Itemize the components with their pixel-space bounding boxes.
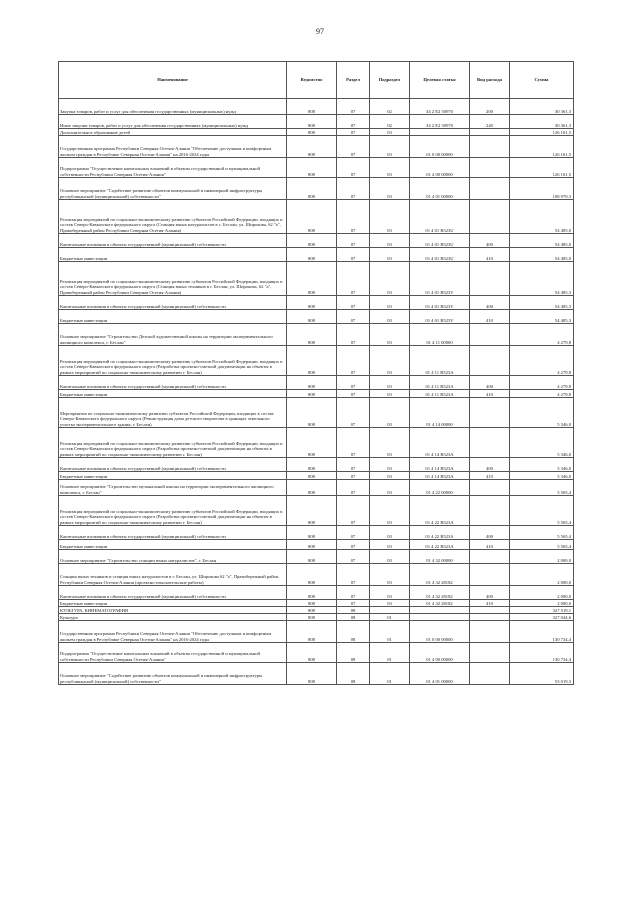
row-name: Бюджетные инвестиции [59, 390, 287, 398]
row-subsection: 02 [370, 115, 410, 129]
row-amount: 54 485,3 [510, 310, 574, 324]
table-row [59, 178, 574, 200]
table-row [59, 310, 574, 324]
table-row [59, 390, 574, 398]
table-row [59, 550, 574, 564]
row-section: 07 [337, 324, 370, 346]
row-name: Основное мероприятие "Строительство Детской художественной школы на территории экспериментального жилищного комплекса, г. Беслан" [59, 324, 287, 346]
row-name: Основное мероприятие "Строительство музыкальной школы на территории экспериментального жилищного комплекса, г. Беслан" [59, 480, 287, 496]
row-target-item: 01 4 11 R523A [410, 390, 470, 398]
table-row [59, 614, 574, 621]
row-section: 08 [337, 614, 370, 621]
table-row [59, 262, 574, 296]
table-row [59, 663, 574, 685]
row-target-item [410, 607, 470, 614]
row-section: 07 [337, 390, 370, 398]
row-section: 08 [337, 607, 370, 614]
table-row [59, 158, 574, 178]
row-department: 808 [287, 129, 337, 136]
row-subsection: 03 [370, 158, 410, 178]
row-name: Закупка товаров, работ и услуг для обеспечения государственных (муниципальных) нужд [59, 99, 287, 115]
row-department: 808 [287, 480, 337, 496]
row-department: 808 [287, 540, 337, 550]
row-section: 07 [337, 586, 370, 600]
row-target-item: 01 4 11 R523A [410, 376, 470, 390]
row-amount: 4 279,8 [510, 376, 574, 390]
row-department: 808 [287, 564, 337, 586]
row-department: 808 [287, 663, 337, 685]
row-amount: 2 000,0 [510, 550, 574, 564]
row-subsection: 03 [370, 390, 410, 398]
row-expense-type: 410 [470, 472, 510, 480]
row-name: Дополнительное образование детей [59, 129, 287, 136]
row-section: 07 [337, 248, 370, 262]
row-department: 808 [287, 472, 337, 480]
row-target-item [410, 129, 470, 136]
row-subsection: 01 [370, 643, 410, 663]
row-name: Основное мероприятие "Содействие развитию объектов коммунальной и инженерной инфраструктуры республиканской (муниципальной) собственности" [59, 178, 287, 200]
row-amount: 126 161,5 [510, 136, 574, 158]
table-row [59, 540, 574, 550]
col-expense-type-header: Вид расхода [470, 62, 510, 99]
row-section: 07 [337, 158, 370, 178]
row-target-item: 01 4 14 R523A [410, 458, 470, 472]
row-amount: 54 485,3 [510, 296, 574, 310]
row-target-item: 34 2 Е2 50970 [410, 99, 470, 115]
table-row [59, 234, 574, 248]
row-department: 808 [287, 428, 337, 458]
row-expense-type [470, 428, 510, 458]
row-subsection: 03 [370, 296, 410, 310]
row-amount: 4 279,8 [510, 390, 574, 398]
col-subsection-header: Подраздел [370, 62, 410, 99]
row-subsection: 03 [370, 428, 410, 458]
row-department: 808 [287, 262, 337, 296]
row-amount: 4 279,8 [510, 324, 574, 346]
row-target-item: 01 4 32 28182 [410, 564, 470, 586]
row-expense-type: 400 [470, 458, 510, 472]
row-expense-type: 400 [470, 586, 510, 600]
table-row [59, 99, 574, 115]
row-expense-type: 400 [470, 526, 510, 540]
row-target-item: 01 4 14 R523A [410, 428, 470, 458]
row-expense-type: 400 [470, 296, 510, 310]
col-target-item-header: Целевая статья [410, 62, 470, 99]
row-subsection: 01 [370, 663, 410, 685]
row-name: КУЛЬТУРА, КИНЕМАТОГРАФИЯ [59, 607, 287, 614]
row-expense-type [470, 262, 510, 296]
row-section: 07 [337, 99, 370, 115]
row-department: 808 [287, 376, 337, 390]
row-section: 08 [337, 621, 370, 643]
row-department: 808 [287, 200, 337, 234]
row-target-item: 01 4 14 R523A [410, 472, 470, 480]
row-section: 07 [337, 346, 370, 376]
row-section: 07 [337, 458, 370, 472]
row-subsection [370, 607, 410, 614]
row-subsection: 03 [370, 200, 410, 234]
row-amount: 54 485,0 [510, 200, 574, 234]
row-amount: 5 565,4 [510, 496, 574, 526]
table-row [59, 472, 574, 480]
row-target-item: 01 4 01 R523V [410, 296, 470, 310]
row-subsection: 03 [370, 496, 410, 526]
row-name: Капитальные вложения в объекты государственной (муниципальной) собственности [59, 526, 287, 540]
row-amount: 54 485,3 [510, 262, 574, 296]
table-row [59, 428, 574, 458]
row-name: Подпрограмма "Осуществление капитальных вложений в объекты государственной и муниципальной собственности Республики Северная Осетия-Алания" [59, 643, 287, 663]
table-row [59, 296, 574, 310]
row-subsection: 03 [370, 346, 410, 376]
row-subsection: 01 [370, 614, 410, 621]
row-amount: 108 970,3 [510, 178, 574, 200]
row-section: 07 [337, 472, 370, 480]
row-expense-type: 400 [470, 234, 510, 248]
row-subsection: 03 [370, 398, 410, 428]
row-target-item: 01 4 00 00000 [410, 643, 470, 663]
row-target-item: 01 4 00 00000 [410, 158, 470, 178]
row-expense-type [470, 136, 510, 158]
row-name: Реализация мероприятий по социально-экономическому развитию субъектов Российской Федерации, входящих в состав Северо-Кавказского федерального округа (Разработка проектно-сметной документации на объекты в рамках мероприятий по социально-экономическому развитию г. Беслан) [59, 496, 287, 526]
row-subsection: 03 [370, 310, 410, 324]
row-name: Реализация мероприятий по социально-экономическому развитию субъектов Российской Федерации, входящих в состав Северо-Кавказского федерального округа (Станция юных натуралистов в с. Беслан, ул. Широкова, 62 "а", Правобережный район Республики Северная Осетия-Алания) [59, 200, 287, 234]
row-subsection: 03 [370, 129, 410, 136]
row-expense-type [470, 550, 510, 564]
row-amount: 5 565,4 [510, 540, 574, 550]
row-target-item: 01 4 11 R523A [410, 346, 470, 376]
row-expense-type [470, 663, 510, 685]
row-amount: 130 734,4 [510, 621, 574, 643]
row-amount: 5 346,0 [510, 458, 574, 472]
row-target-item: 01 4 22 R523A [410, 496, 470, 526]
row-department: 808 [287, 607, 337, 614]
row-section: 07 [337, 540, 370, 550]
row-expense-type [470, 607, 510, 614]
row-expense-type: 410 [470, 248, 510, 262]
row-department: 808 [287, 115, 337, 129]
row-amount: 2 000,0 [510, 564, 574, 586]
table-row [59, 129, 574, 136]
row-target-item: 01 4 32 28182 [410, 600, 470, 607]
row-subsection: 03 [370, 376, 410, 390]
row-name: Бюджетные инвестиции [59, 310, 287, 324]
row-expense-type: 200 [470, 99, 510, 115]
row-amount: 2 000,0 [510, 586, 574, 600]
row-name: Государственная программа Республики Северная Осетия-Алания "Обеспечение доступным и комфортным жильем граждан в Республике Северная Осетия-Алания" на 2016-2024 годы [59, 136, 287, 158]
row-amount: 5 346,0 [510, 428, 574, 458]
row-section: 07 [337, 296, 370, 310]
row-section: 07 [337, 526, 370, 540]
col-amount-header: Сумма [510, 62, 574, 99]
row-expense-type [470, 643, 510, 663]
row-amount: 5 346,0 [510, 472, 574, 480]
row-amount: 53 019,3 [510, 663, 574, 685]
row-target-item: 34 2 Е2 50970 [410, 115, 470, 129]
row-department: 808 [287, 600, 337, 607]
table-row [59, 458, 574, 472]
row-expense-type [470, 178, 510, 200]
row-department: 808 [287, 550, 337, 564]
row-name: Основное мероприятие "Содействие развитию объектов коммунальной и инженерной инфраструктуры республиканской (муниципальной) собственности" [59, 663, 287, 685]
table-row [59, 248, 574, 262]
budget-table [58, 61, 574, 685]
row-section: 08 [337, 663, 370, 685]
row-name: Бюджетные инвестиции [59, 248, 287, 262]
row-section: 07 [337, 310, 370, 324]
row-department: 808 [287, 324, 337, 346]
row-subsection: 03 [370, 234, 410, 248]
col-department-header: Ведомство [287, 62, 337, 99]
row-target-item: 01 4 32 00000 [410, 550, 470, 564]
row-subsection: 03 [370, 526, 410, 540]
row-department: 808 [287, 643, 337, 663]
row-expense-type [470, 129, 510, 136]
table-row [59, 200, 574, 234]
row-name: Бюджетные инвестиции [59, 540, 287, 550]
row-amount: 130 734,4 [510, 643, 574, 663]
row-department: 808 [287, 621, 337, 643]
row-section: 07 [337, 129, 370, 136]
row-target-item: 01 4 01 R523V [410, 262, 470, 296]
row-expense-type [470, 621, 510, 643]
row-section: 07 [337, 178, 370, 200]
row-target-item: 01 4 22 R523A [410, 540, 470, 550]
row-amount: 4 279,8 [510, 346, 574, 376]
row-expense-type: 400 [470, 376, 510, 390]
row-name: Бюджетные инвестиции [59, 472, 287, 480]
table-row [59, 600, 574, 607]
row-amount: 327 519,1 [510, 607, 574, 614]
row-section: 07 [337, 200, 370, 234]
row-amount: 30 361,3 [510, 99, 574, 115]
row-amount: 126 161,5 [510, 129, 574, 136]
row-amount: 5 565,4 [510, 480, 574, 496]
row-target-item: 01 4 11 00000 [410, 324, 470, 346]
row-target-item [410, 614, 470, 621]
row-department: 808 [287, 614, 337, 621]
row-target-item: 01 4 01 R523U [410, 234, 470, 248]
row-department: 808 [287, 586, 337, 600]
table-row [59, 398, 574, 428]
row-section: 07 [337, 398, 370, 428]
row-name: Мероприятия по социально-экономическому развитию субъектов Российской Федерации, входящих в состав Северо-Кавказского федерального округа (Реконструкция дома детского творчества в границах земельного участка экспериментального здания, г. Беслан) [59, 398, 287, 428]
row-department: 808 [287, 136, 337, 158]
table-row [59, 480, 574, 496]
row-amount: 30 361,3 [510, 115, 574, 129]
row-expense-type [470, 346, 510, 376]
row-target-item: 01 4 01 R523V [410, 310, 470, 324]
row-expense-type [470, 480, 510, 496]
table-row [59, 376, 574, 390]
table-row [59, 621, 574, 643]
table-row [59, 346, 574, 376]
row-expense-type [470, 200, 510, 234]
row-section: 07 [337, 262, 370, 296]
row-subsection: 03 [370, 600, 410, 607]
row-name: Капитальные вложения в объекты государственной (муниципальной) собственности [59, 376, 287, 390]
table-row [59, 607, 574, 614]
row-name: Реализация мероприятий по социально-экономическому развитию субъектов Российской Федерации, входящих в состав Северо-Кавказского федерального округа (Разработка проектно-сметной документации на объекты в рамках мероприятий по социально-экономическому развитию г. Беслан) [59, 428, 287, 458]
table-header [59, 62, 574, 99]
row-department: 808 [287, 310, 337, 324]
table-row [59, 643, 574, 663]
row-name: Подпрограмма "Осуществление капитальных вложений в объекты государственной и муниципальной собственности Республики Северная Осетия-Алания" [59, 158, 287, 178]
page-number: 97 [316, 27, 324, 36]
row-amount: 2 000,0 [510, 600, 574, 607]
row-subsection: 03 [370, 248, 410, 262]
table-row [59, 586, 574, 600]
row-department: 808 [287, 496, 337, 526]
row-name: Иные закупки товаров, работ и услуг для обеспечения государственных (муниципальных) нужд [59, 115, 287, 129]
row-section: 08 [337, 643, 370, 663]
table-row [59, 526, 574, 540]
row-section: 07 [337, 115, 370, 129]
table-row [59, 136, 574, 158]
row-department: 808 [287, 398, 337, 428]
row-expense-type [470, 158, 510, 178]
row-section: 07 [337, 136, 370, 158]
row-target-item: 01 4 01 00000 [410, 663, 470, 685]
row-subsection: 03 [370, 480, 410, 496]
row-name: Культура [59, 614, 287, 621]
row-section: 07 [337, 376, 370, 390]
row-target-item: 01 4 01 R523U [410, 248, 470, 262]
row-subsection: 03 [370, 178, 410, 200]
row-expense-type: 410 [470, 540, 510, 550]
row-section: 07 [337, 480, 370, 496]
row-department: 808 [287, 248, 337, 262]
row-department: 808 [287, 158, 337, 178]
row-expense-type [470, 324, 510, 346]
row-department: 808 [287, 390, 337, 398]
row-name: Бюджетные инвестиции [59, 600, 287, 607]
row-section: 07 [337, 496, 370, 526]
row-expense-type [470, 398, 510, 428]
row-name: Реализация мероприятий по социально-экономическому развитию субъектов Российской Федерации, входящих в состав Северо-Кавказского федерального округа (Разработка проектно-сметной документации на объекты в рамках мероприятий по социально-экономическому развитию г. Беслан) [59, 346, 287, 376]
row-section: 07 [337, 550, 370, 564]
row-department: 808 [287, 526, 337, 540]
row-department: 808 [287, 296, 337, 310]
row-subsection: 03 [370, 472, 410, 480]
row-department: 808 [287, 99, 337, 115]
row-target-item: 01 0 00 00000 [410, 621, 470, 643]
row-amount: 54 485,0 [510, 234, 574, 248]
table-row [59, 496, 574, 526]
row-section: 07 [337, 600, 370, 607]
row-subsection: 03 [370, 136, 410, 158]
row-target-item: 01 4 14 00000 [410, 398, 470, 428]
row-expense-type [470, 564, 510, 586]
row-subsection: 03 [370, 458, 410, 472]
row-name: Капитальные вложения в объекты государственной (муниципальной) собственности [59, 586, 287, 600]
row-target-item: 01 0 00 00000 [410, 136, 470, 158]
row-subsection: 03 [370, 540, 410, 550]
table-row [59, 564, 574, 586]
row-amount: 5 346,0 [510, 398, 574, 428]
row-section: 07 [337, 234, 370, 248]
row-section: 07 [337, 428, 370, 458]
row-subsection: 02 [370, 99, 410, 115]
row-name: Капитальные вложения в объекты государственной (муниципальной) собственности [59, 458, 287, 472]
row-department: 808 [287, 234, 337, 248]
row-section: 07 [337, 564, 370, 586]
row-name: Основное мероприятие "Строительство станции юных натуралистов", г. Беслан [59, 550, 287, 564]
row-department: 808 [287, 458, 337, 472]
row-expense-type: 410 [470, 310, 510, 324]
row-subsection: 03 [370, 324, 410, 346]
row-target-item: 01 4 01 00000 [410, 178, 470, 200]
row-department: 808 [287, 346, 337, 376]
row-expense-type: 410 [470, 600, 510, 607]
row-target-item: 01 4 01 R523U [410, 200, 470, 234]
row-amount: 327 044,6 [510, 614, 574, 621]
row-expense-type [470, 496, 510, 526]
col-section-header: Раздел [337, 62, 370, 99]
row-target-item: 01 4 32 28182 [410, 586, 470, 600]
row-name: Капитальные вложения в объекты государственной (муниципальной) собственности [59, 234, 287, 248]
row-expense-type: 240 [470, 115, 510, 129]
row-subsection: 01 [370, 621, 410, 643]
row-amount: 5 565,4 [510, 526, 574, 540]
row-subsection: 03 [370, 586, 410, 600]
row-subsection: 03 [370, 262, 410, 296]
row-expense-type: 410 [470, 390, 510, 398]
row-target-item: 01 4 22 00000 [410, 480, 470, 496]
col-name-header: Наименование [59, 62, 287, 99]
row-name: Реализация мероприятий по социально-экономическому развитию субъектов Российской Федерации, входящих в состав Северо-Кавказского федерального округа (Станция юных техников в г. Беслан, ул. Широкова, 62 "а", Правобережный район Республики Северная Осетия-Алания) [59, 262, 287, 296]
row-expense-type [470, 614, 510, 621]
row-amount: 54 485,0 [510, 248, 574, 262]
row-amount: 126 161,5 [510, 158, 574, 178]
row-subsection: 03 [370, 564, 410, 586]
table-row [59, 115, 574, 129]
row-name: Капитальные вложения в объекты государственной (муниципальной) собственности [59, 296, 287, 310]
row-target-item: 01 4 22 R523A [410, 526, 470, 540]
row-name: Станция юных техников и станция юных натуралистов в г. Беслан, ул. Широкова 62 "а", Правобережный район Республики Северная Осетия-Алания (проектно-изыскательские работы) [59, 564, 287, 586]
row-name: Государственная программа Республики Северная Осетия-Алания "Обеспечение доступным и комфортным жильем граждан в Республике Северная Осетия-Алания" на 2016-2024 годы [59, 621, 287, 643]
row-department: 808 [287, 178, 337, 200]
row-subsection: 03 [370, 550, 410, 564]
table-row [59, 324, 574, 346]
